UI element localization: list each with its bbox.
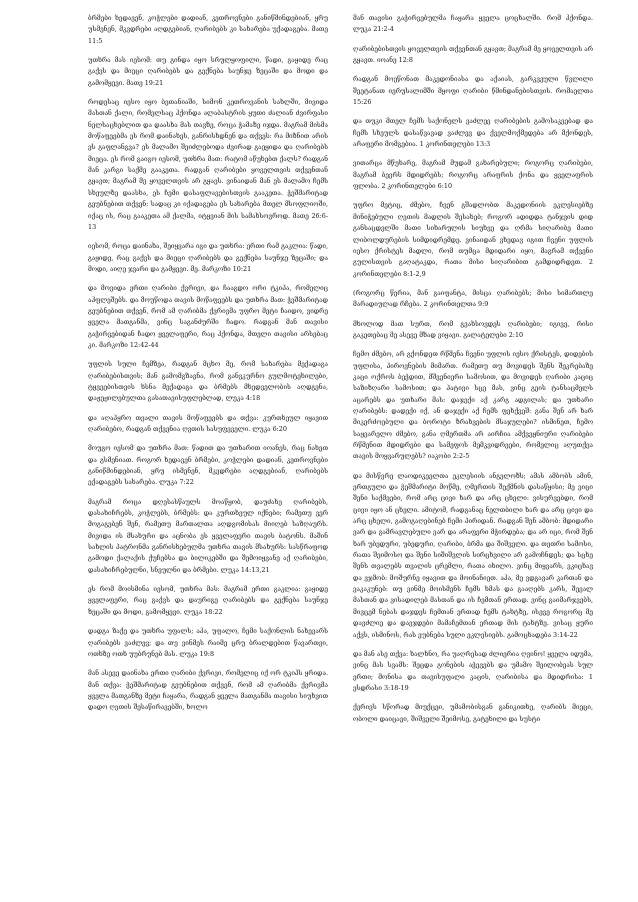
left-paragraph-11: დადგა ზაქე და უთხრა უფალს; აჰა, უფალო, ჩემი საქონლის ნახევარს ღარიბებს ვაძლევ; და თუ ვინმეს რაიმე ცრუ ბრალდებით წავართვი, ოთხზე ოთხ უუბრუნებ მას. ლუკა 19:8 [88, 627, 328, 658]
right-paragraph-4: და თუკი მთელ ჩემს საქონელს ვაძლევ ღარიბების გამოსაკვებად და ჩემს სხეულს დასაწვავად ვაძლევ და ქველმოქმედება არ მქონდეს, არაფერი მომგებია. 1 კორინთელები 13:3 [353, 117, 593, 149]
left-paragraph-1: ბრმები ხედავენ, კოჭლები დადიან, კეთროვნები განიწმინდებიან, ყრუ უსმენენ, მკვდრები აღდგებიან, ღარიბებს კი სახარება უქადაგება. მათე 11:5 [88, 14, 328, 45]
left-paragraph-7: და აღაპყრო თვალი თავის მოწაფეებს და თქვა: კურთხეულ იყავით ღარიბებო, რადგან თქვენია ღვთის სასუფეველი. ლუკა 6:20 [88, 413, 328, 433]
right-paragraph-11: და მან ასე თქვა: ხალხნო, რა უაღრესად ძლიერია ღვინო! ყველა იდუმა, ვინც მას სვამს: შეცდა გონების აჭევებს და უმამო შეილობეას სულ ერთი; მონისა და თავისუფალი კაცის, ღარიბისა და მდიდრისა: 1 ესდრასი 3:18-19 [353, 649, 593, 692]
left-paragraph-6: უფლის სული ჩემზეა, რადგან მცხო მე, რომ სახარება მექადაგა ღარიბებისთვის; მან გამომგზავნა, რომ განვკურნო გულმოტეხილები, ტყვეებისთვის ხსნა მექადაგა და ბრმებს მხედველობის აღდგენა, დაჟეჟილებულთა გასათავისუფლებლად, ლუკა 4:18 [88, 360, 328, 403]
right-paragraph-1: მან თავისი გაჭირვებულმა ჩაყარა ყველა ცოცხალში. რომ ჰქონდა. ლუკა 21:2-4 [353, 14, 593, 34]
left-paragraph-9: მაგრამ როცა დღესასწაულს მოაწყობ, დაუძახე ღარიბებს, დასახიჩრებს, კოჭლებს, ბრმებს: და კურთხეულ იქნები; რამეთუ ვერ მოგაგებენ შენ, რამეთუ მართალთა აღდგომისას მიიღებ საზღაურს. მივიდა ის მსახური და აცნობა ეს ყველაფერი თავის ბატონს. მაშინ სახლის პატრონმა განრისხებულმა უთხრა თავის მსახურს: სასწრაფოდ გამოდი ქალაქის ქუჩებსა და ბილიკებში და შემოიყვანე აქ ღარიბები, დასახიჩრებულნი, სნეულნი და ბრმები. ლუკა 14:13,21 [88, 497, 328, 574]
left-column [88, 13, 328, 902]
right-column [353, 13, 593, 902]
right-paragraph-8: მხოლოდ მათ სურთ, რომ გვახსოვდეს ღარიბები; იგივე, რისი გაკეთებაც მე ასევე მზად ვიყავი. გალატელები 2:10 [353, 319, 593, 339]
left-paragraph-5: და მოვიდა ერთი ღარიბი ქვრივი, და ჩააგდო ორი ტკიპა, რომელიც აჰფლეშებს. და მოუწოდა თავის მოწაფეებს და უთხრა მათ: ჭეშმარიტად გეუბნებით თქვენ, რომ ამ ღარიბმა ქვრივმა უფრო მეტი ჩაიდო, ვიდრე ყველა მათგანმა, ვინც საგანძურში ჩადო. რადგან მან თავისი გაჭირვებიდან ჩადო ყველაფერი, რაც ჰქონდა, მთელი თავისი არსებაც კი. მარკოზი 12:42-44 [88, 284, 328, 349]
left-paragraph-4: იესომ, როცა დაინახა, შეიყვარა იგი და უთხრა: ერთი რამ გაკლია: წადი, გაყიდე, რაც გაქვს და მიეცი ღარიბებს და გექნება საუნჯე ზეცაში; და მოდი, აიღე ჯვარი და გამყევი. მე. მარკოზი 10:21 [88, 242, 328, 273]
right-paragraph-10: და მისწვრე ლაოდიკეელთა ეკლესიის ანგელოზს; ამას ამბობს ამინ, ერთგული და ჭეშმარიტი მოწმე, ღმერთის შექმნის დასაწყისი; მე ვიცი შენი საქმეები, რომ არც ცივი ხარ და არც ცხელი: ვისურვებდი, რომ ცივი იყო ან ცხელი. ამიტომ, რადგანაც ნელთბილი ხარ და არც ცივი და არც ცხელი, გამოგაღებინებ ჩემი პირიდან. რადგან შენ ამბობ: მდიდარი ვარ და გამრავლებული ვარ და არაფერი მჭირდება; და არ იცი, რომ შენ ხარ უბედური, უბედური, ღარიბი, ბრმა და შიშველი. და თეთრი სამოსი, რათა შეიმოსო და შენი სიშიშვლის სირცხვილი არ გამოჩნდეს; და სცხე შენს თვალებს თვალის ცრემლი, რათა იხილო. ვინც მიყვარს, ვკიცხავ და ვჯმობ: მოშურნე იყავით და მოინანიეთ. აჰა, მე ვდგავარ კართან და ვაკაკუნებ: თუ ვინმე მოისმენს ჩემს ხმას და გააღებს კარს, შევალ მასთან და ვისადილებ მასთან და ის ჩემთან ერთად. ვინც გაიმარჯვებს, მივცემ ნებას დაჯდეს ჩემთან ერთად ჩემს ტახტზე, ისევე როგორც მე დავძლიე და დავჯდები მამაჩემთან ერთად მის ტახტზე. ვისაც ყური აქვს, ისმინოს, რას ეუბნება სული ეკლესიებს. გამოცხადება 3:14-22 [353, 471, 593, 639]
left-paragraph-8: მოუგო იესომ და უთხრა მათ: წადით და უთხარით იოანეს, რაც ნახეთ და გსმენიათ. როგორ ხედავენ ბრმები, კოჭლები დადიან, კეთროვნები განიწმინდებიან, ყრუ ისმენენ, მკვდრები აღდგებიან, ღარიბებს ექადაგებს სახარება. ლუკა 7:22 [88, 444, 328, 487]
left-paragraph-12: მან ასევე დაინახა ერთი ღარიბი ქვრივი, რომელიც იქ ორ ტკიპს ყრიდა. მან თქვა: ჭეშმარიტად გეუბნებით თქვენ, რომ ამ ღარიბმა ქვრივმა ყველა მათგანზე მეტი ჩაყარა, რადგან ყველა მათგანმა თავისი სიუხვით დადო ღვთის შესაწირავებში, ხოლო [88, 669, 328, 712]
right-paragraph-2: ღარიბებისთვის ყოველთვის თქვენთან გყავთ; მაგრამ მე ყოველთვის არ გყავთ. იოანე 12:8 [353, 44, 593, 65]
right-paragraph-12: ქვრივს სწორად მიუქცეი, უმამობისგან განიკითხე, ღარიბს მიეცი, ობოლი დაიცავი, შიშველი შეიმოსე, გატეხილი და სუსტი [353, 703, 593, 723]
left-paragraph-10: ეს რომ მოისმინა იესომ, უთხრა მას: მაგრამ ერთი გაკლია: გაყიდე ყველაფერი, რაც გაქვს და დაურიგე ღარიბებს და გექნება საუნჯე ზეცაში და მოდი, გამომყევი. ლუკა 18:22 [88, 585, 328, 616]
right-paragraph-5: ვითარცა მწუხარე, მაგრამ მუდამ გახარებული; როგორც ღარიბები, მაგრამ ბევრს მდიდრებს; როგორც არაფრის ქონა და ყველაფრის ფლობა. 2 კორინთელები 6:10 [353, 159, 593, 191]
right-paragraph-7: (როგორც წერია, მან გაიფანტა, მისცა ღარიბებს; მისი სიმართლე მარადიულად რჩება. 2 კორინთელთა 9:9 [353, 288, 593, 309]
right-paragraph-3: რადგან მოეწონათ მაკედონიასა და აქაიას, გარკვეული წვლილი შეეტანათ იერუსალიმში მყოფი ღარიბი წმინდანებისთვის. რომაელთა 15:26 [353, 75, 593, 107]
right-paragraph-9: ჩემო ძმებო, არ გქონდეთ რწმენა ჩვენი უფლის იესო ქრისტეს, დიდების უფლისა, პიროვნების მიმართ. რამეთუ თუ მოვიდეს შენს შეკრებაზე კაცი ოქროს ბეჭდით, მშვენიერი სამოსით, და მოვიდეს ღარიბი კაციც საზიზღარი სამოსით; და პატივი სცე მას, ვინც გეის ტანსაცმელს აცარებს და უთხარი მას: დაჯექი აქ კარგ ადგილას; და უთხარი ღარიბებს: დადექი იქ, ან დაჯექი აქ ჩემს ფეხქვეშ: განა შენ არ ხარ მიკერძოებული და ბოროტი ზრახვების მსაჯულები? ისმინეთ, ჩემო საყვარელო ძმებო, განა ღმერთმა არ აირჩია ამქვეყნიური ღარიბები რწმენით მდიდრები და სამეფოს მემკვიდრეები, რომელიც აღუთქვა თავის მოყვარულებს? იაკობი 2:2-5 [353, 350, 593, 461]
right-paragraph-6: უფრო მეტიც, ძმებო, ჩვენ გშადლობთ მაკედონიის ეკლესიებზე მინიჭებული ღვთის მადლის შესახებ; როგორ ადიდდა ტანჯვის დიდ განსაცდელში მათი სიხარულის სიუხვე და ღრმა სიღარიბე მათი ლიბოლდურების სიმდიდრემდე. ვინაიდან ვხედავ იგით ჩვენი უფლის იესო ქრისტეს მადლი, რომ თუმცა მდიდარი იყო, მაგრამ თქვენი გულისთვის გაღატაკდა, რათა მისი სიღარიბით გამდიდრდეთ. 2 კორინთელები 8:1-2,9 [353, 201, 593, 278]
left-paragraph-3: როდესაც იესო იყო ბეთანიაში, სიმონ კეთროვანის სახლში, მივიდა მასთან ქალი, რომელსაც ჰქონდა ალაბასტრის ყუთი ძალიან ძვირფასი ნელსაცხებლით და დაასხა მას თავზე, როცა ჭამაზე იჯდა. მაგრამ მისმა მოწაფეებმა ეს რომ დაინახეს, განრისხდნენ და თქვეს: რა მიზნით არის ეს გაფლანგვა? ეს მალამო შეიძლებოდა ძვირად გაეყიდა და ღარიბებს მიეცა. ეს რომ გაიგო იესომ, უთხრა მათ: რატომ აწუხებთ ქალს? რადგან მან კარგი საქმე გააკეთა. რადგან ღარიბები ყოველთვის თქვენთან გყავთ; მაგრამ მე ყოველთვის არ გყავს. ვინაიდან მან ეს მალამო ჩემს სხეულზე დაასხა, ეს ჩემი დასაფლავებისთვის გააკეთა. ჭეშმარიტად გეუბნებით თქვენ: სადაც კი იქადაგება ეს სახარება მთელ მსოფლიოში, იქაც ის, რაც გააკეთა ამ ქალმა, იტყვიან მის სამახსოვროდ. მათე 26:6-13 [88, 98, 328, 231]
left-paragraph-2: უთხრა მას იესომ: თუ გინდა იყო სრულყოფილი, წადი, გაყიდე რაც გაქვს და მიეცი ღარიბებს და გექნება საუნჯე ზეცაში და მოდი და გამომყევი. მათე 19:21 [88, 56, 328, 87]
